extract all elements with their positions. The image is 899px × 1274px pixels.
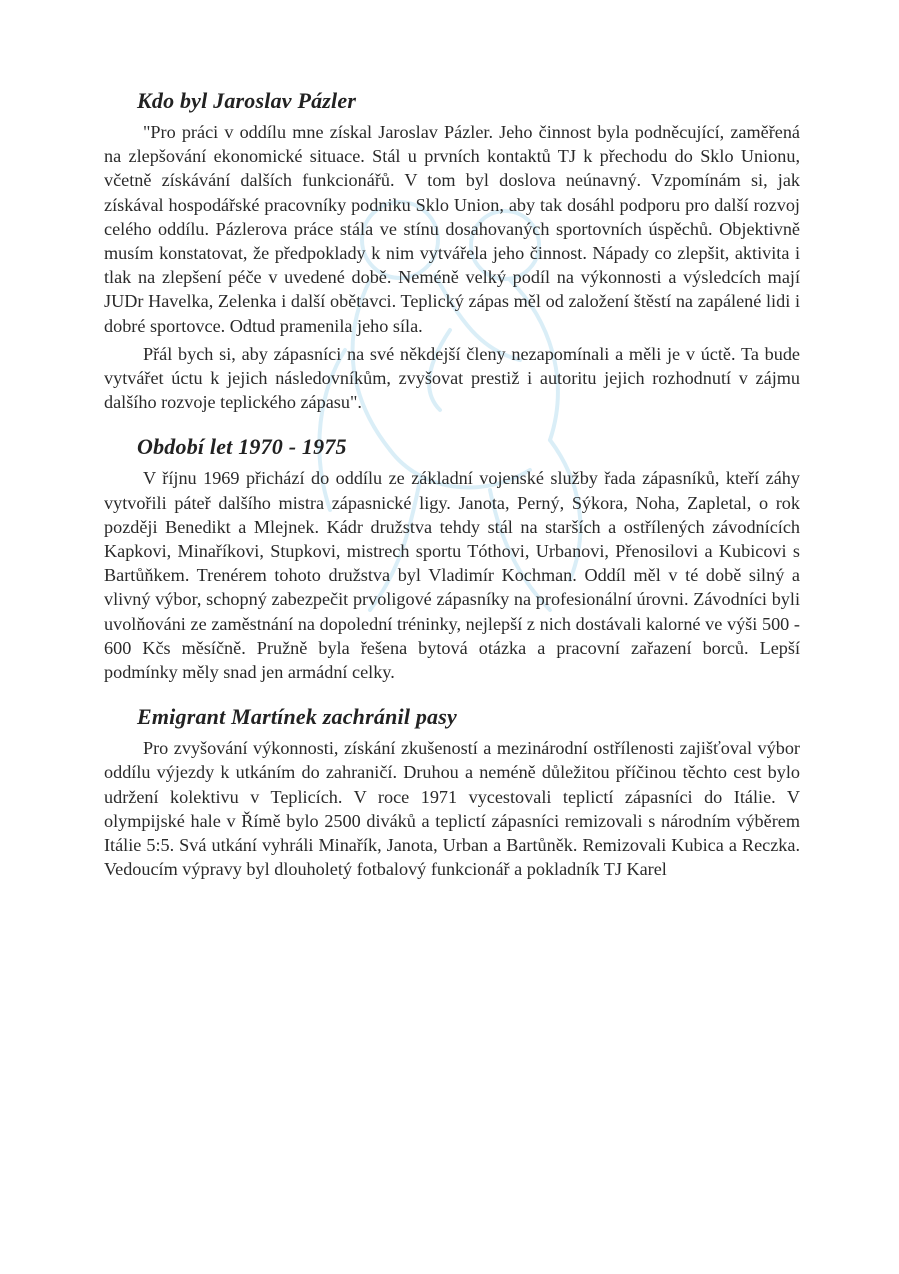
article-body: [104, 88, 800, 881]
section-1970-1975: [104, 434, 800, 684]
section-title: Emigrant Martínek zachránil pasy: [137, 704, 457, 730]
section-emigrant: [104, 704, 800, 881]
paragraph: "Pro práci v oddílu mne získal Jaroslav Pázler. Jeho činnost byla podněcující, zaměřená na zlepšování ekonomické situace. Stál u prvních kontaktů TJ k přechodu do Sklo Unionu, včetně získávání dalších funkcionářů. V tom byl doslova neúnavný. Vzpomínám si, jak získával hospodářské pracovníky podniku Sklo Union, aby tak dosáhl podporu pro další rozvoj celého oddílu. Pázlerova práce stála ve stínu dosahovaných sportovních úspěchů. Objektivně musím konstatovat, že předpoklady k nim vytvářela jeho činnost. Nápady co zlepšit, aktivita i tlak na zlepšení péče v uvedené době. Neméně velký podíl na výkonnosti a výsledcích mají JUDr Havelka, Zelenka i další obětavci. Teplický zápas měl od založení štěstí na zapálené lidi i dobré sportovce. Odtud pramenila jeho síla.: [104, 122, 800, 336]
paragraph: Přál bych si, aby zápasníci na své někdejší členy nezapomínali a měli je v úctě. Ta bude vytvářet úctu k jejich následovníkům, zvyšovat prestiž i autoritu jejich rozhodnutí v zájmu dalšího rozvoje teplického zápasu".: [104, 343, 800, 413]
paragraph: V říjnu 1969 přichází do oddílu ze základní vojenské služby řada zápasníků, kteří záhy vytvořili páteř dalšího mistra zápasnické ligy. Janota, Perný, Sýkora, Noha, Zapletal, o rok později Benedikt a Mlejnek. Kádr družstva tehdy stál na starších a ostřílených závodnících Kapkovi, Minaříkovi, Stupkovi, mistrech sportu Tóthovi, Urbanovi, Přenosilovi a Kubicovi s Bartůňkem. Trenérem tohoto družstva byl Vladimír Kochman. Oddíl měl v té době silný a vlivný výbor, schopný zabezpečit prvoligové zápasníky na profesionální úrovni. Závodníci byli uvolňováni ze zaměstnání na dopolední tréninky, nejlepší z nich dostávali kalorné ve výši 500 - 600 Kčs měsíčně. Pružně byla řešena bytová otázka a pracovní zařazení borců. Lepší podmínky měly snad jen armádní celky.: [104, 468, 800, 683]
section-title: Kdo byl Jaroslav Pázler: [137, 88, 357, 113]
paragraph: Pro zvyšování výkonnosti, získání zkušeností a mezinárodní ostřílenosti zajišťoval výbor oddílu výjezdy k utkáním do zahraničí. Druhou a neméně důležitou příčinou těchto cest bylo udržení kolektivu v Teplicích. V roce 1971 vycestovali teplictí zápasníci do Itálie. V olympijské hale v Římě bylo 2500 diváků a teplictí zápasníci remizovali s národním výběrem Itálie 5:5. Svá utkání vyhráli Minařík, Janota, Urban a Bartůněk. Remizovali Kubica a Reczka. Vedoucím výpravy byl dlouholetý fotbalový funkcionář a pokladník TJ Karel: [104, 738, 800, 880]
section-title: Období let 1970 - 1975: [137, 434, 347, 460]
section-pazler: [104, 88, 800, 414]
